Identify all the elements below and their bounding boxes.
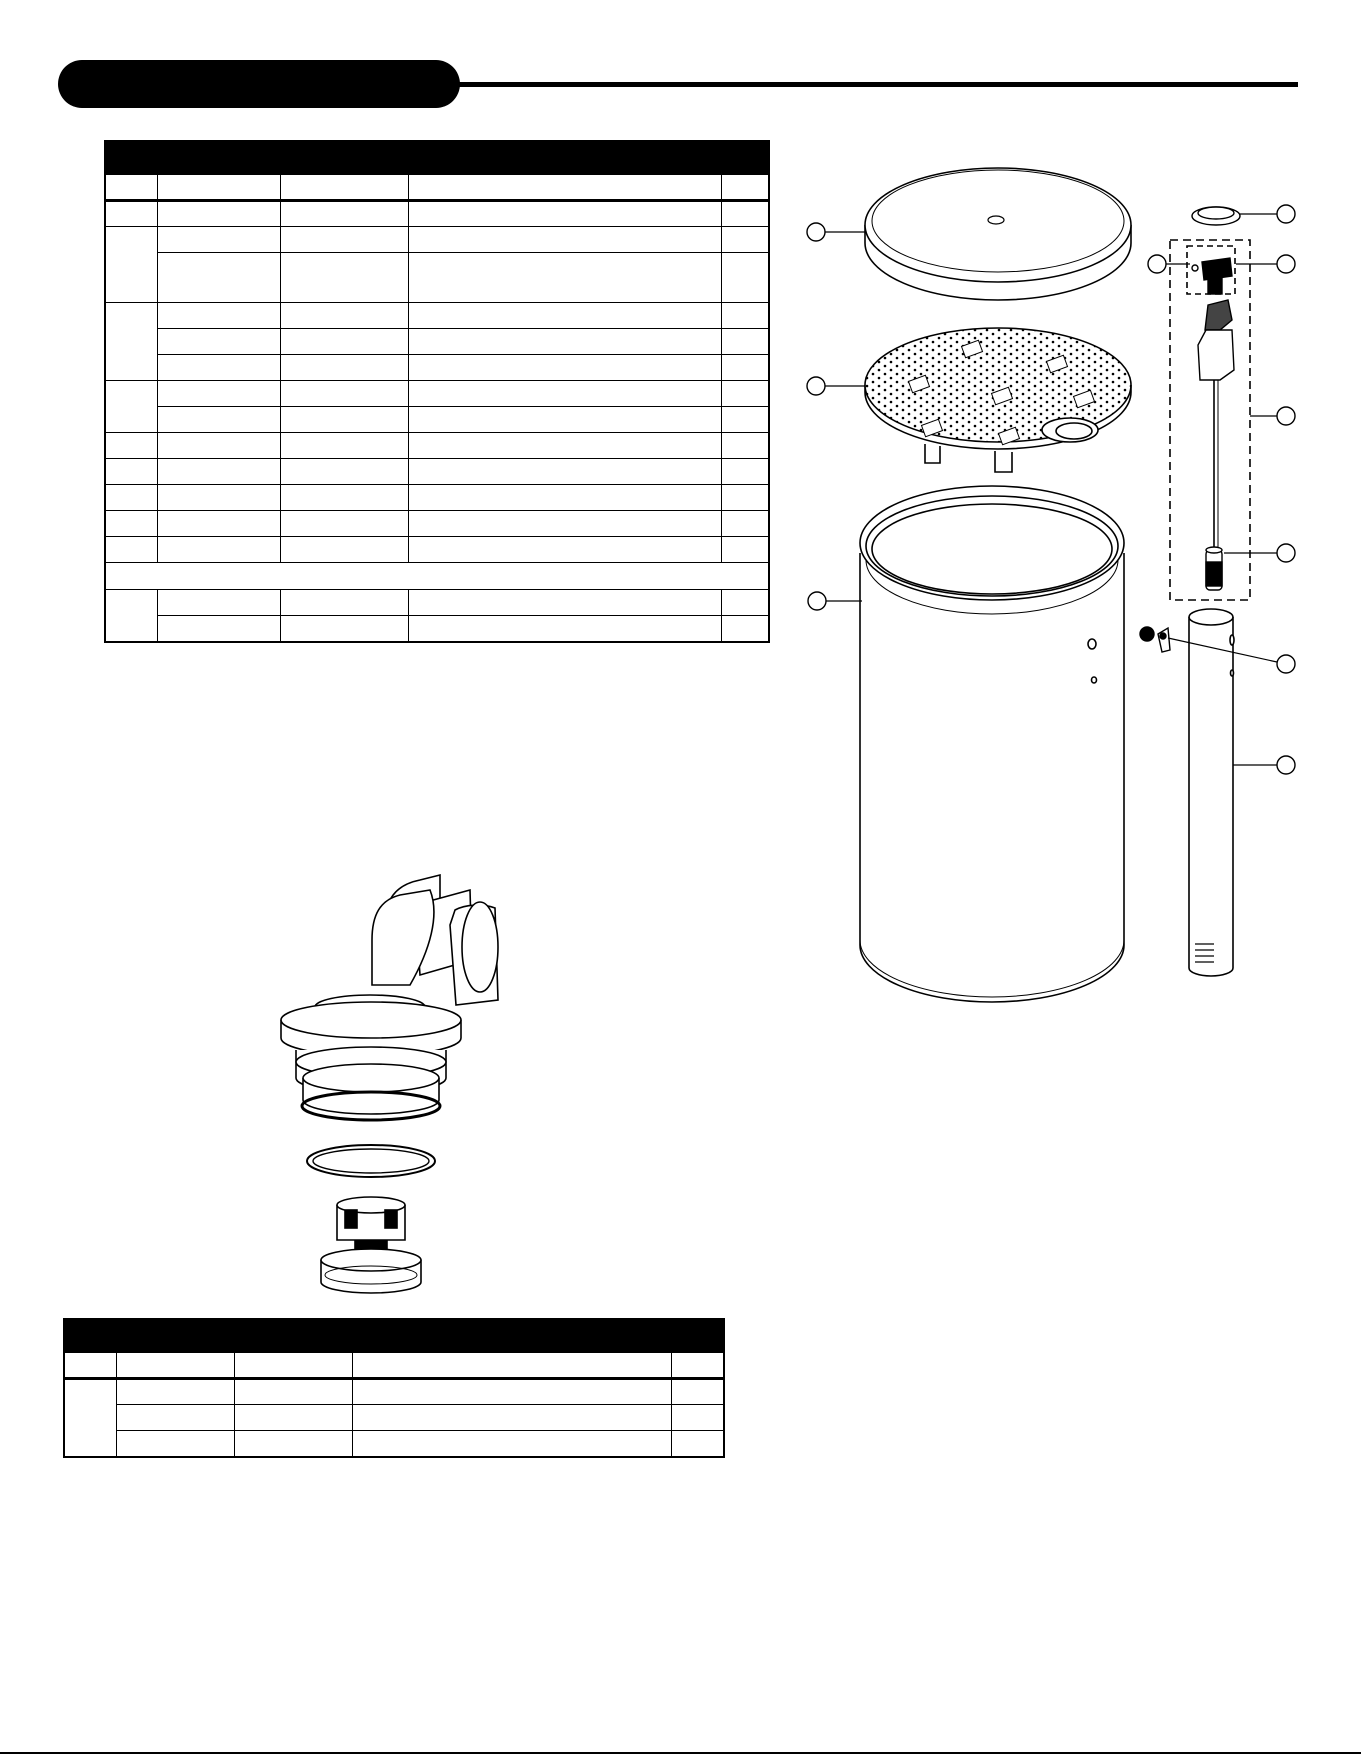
grid-plate-drawing [865,328,1131,472]
float-assembly-drawing [1170,207,1250,600]
elbow-assembly-drawing [281,875,498,1293]
callout-plate [807,377,825,395]
cabinet-cover-drawing [865,168,1131,300]
callout-cabinet [808,592,826,610]
footer-rule [0,1752,1361,1754]
callout-float-assembly [1277,407,1295,425]
callout-brine-well [1277,756,1295,774]
callout-ring [1277,205,1295,223]
callout-float-small [1148,255,1166,273]
callout-cover [807,223,825,241]
callout-float-valve [1277,255,1295,273]
callout-float-bottom [1277,544,1295,562]
brine-cabinet-drawing [860,486,1124,1002]
callout-overflow [1277,655,1295,673]
brine-well-drawing [1189,609,1234,976]
overflow-elbow-drawing [1140,627,1170,652]
